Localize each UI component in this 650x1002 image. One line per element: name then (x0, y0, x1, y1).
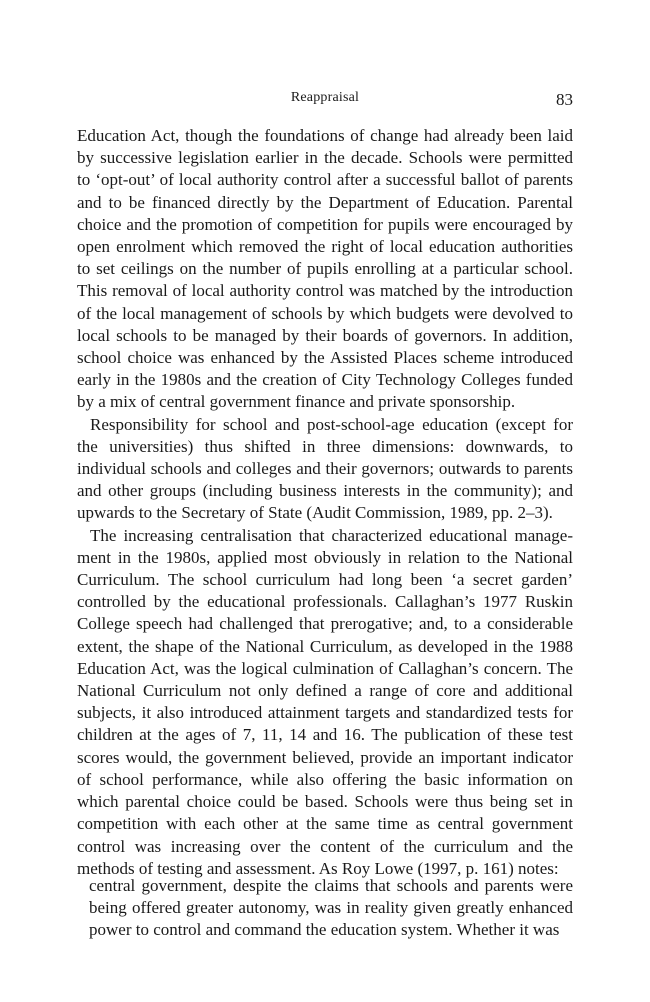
page-number: 83 (556, 90, 573, 109)
body-text (77, 125, 573, 880)
running-head (77, 90, 573, 112)
quote-text: central government, despite the claims that schools and parents were being offered greater autonomy, was in reality given greatly enhanced power to control and command the education system. Whether it was (89, 876, 573, 940)
paragraph-centralisation: The increasing centralisation that characterized educational management in the 1980s, applied most obviously in relation to the National Curriculum. The school curriculum had long been ‘a secret garden’ controlled by the educational professionals. Callaghan’s 1977 Ruskin College speech had challenged that prerogative; and, to a considerable extent, the shape of the National Curriculum, as developed in the 1988 Education Act, was the logical culmination of Callaghan’s concern. The National Curriculum not only defined a range of core and additional subjects, it also introduced attainment targets and standardized tests for children at the ages of 7, 11, 14 and 16. The publication of these test scores would, the government believed, provide an important indicator of school performance, while also offering the basic information on which parental choice could be based. Schools were thus being set in competition with each other at the same time as central government control was increasing over the content of the curriculum and the methods of testing and assessment. As Roy Lowe (1997, p. 161) notes: (77, 525, 573, 878)
paragraph-continued: Education Act, though the foundations of change had already been laid by successive legislation earlier in the decade. Schools were permitted to ‘opt-out’ of local authority control after a successful ballot of parents and to be financed directly by the Department of Education. Parental choice and the promotion of competition for pupils were encouraged by open enrolment which removed the right of local education authorities to set ceilings on the number of pupils enrolling at a particular school. This removal of local authority control was matched by the introduction of the local management of schools by which budgets were devolved to local schools to be managed by their boards of governors. In addition, school choice was enhanced by the Assisted Places scheme introduced early in the 1980s and the creation of City Technology Colleges funded by a mix of central government finance and private sponsorship. (77, 126, 573, 412)
block-quote (89, 875, 573, 942)
running-title: Reappraisal (290, 90, 360, 105)
paragraph-responsibility: Responsibility for school and post-school-age education (except for the universities) thus shifted in three dimensions: downwards, to individual schools and colleges and their governors; outwards to parents and other groups (including business interests in the community); and upwards to the Secretary of State (Audit Commission, 1989, pp. 2–3). (77, 414, 573, 523)
